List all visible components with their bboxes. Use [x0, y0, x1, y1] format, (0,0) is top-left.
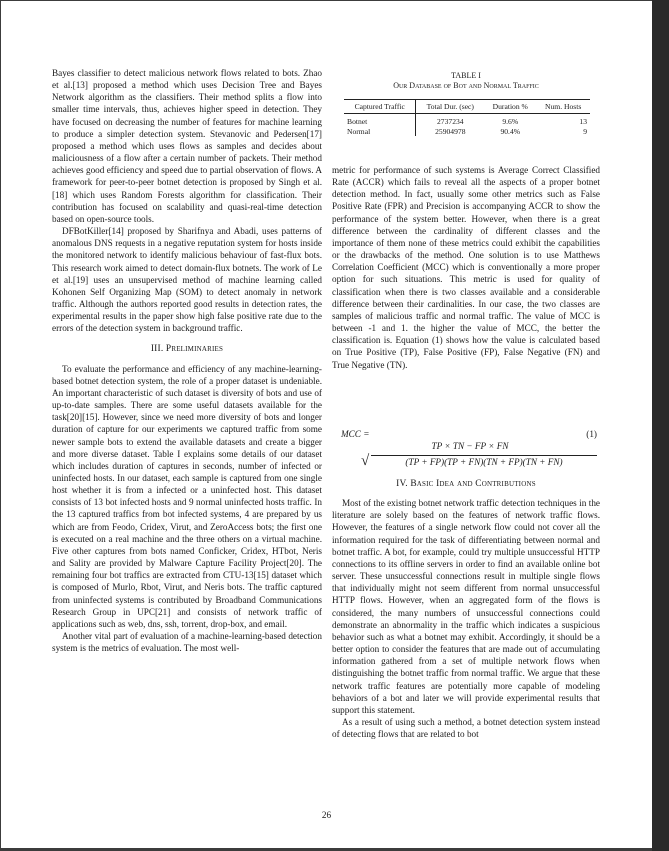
table-header-cell: Duration % — [484, 100, 536, 114]
table-cell: 9 — [583, 126, 587, 136]
basic-idea-paragraph: Most of the existing botnet network traffic detection techniques in the literature are solely based on the features of network traffic flows. However, the features of a single network flow could not cover all the information required for the task of differentiating between normal and botnet traffic. A bot, for example, could try multiple unsuccessful HTTP connections to its offline servers in order to find an available online bot server. These unsuccessful connections result in multiple single flows that individually might not seem different from normal unsuccessful HTTP flows. However, when an aggregated form of the flows is considered, the many numbers of unsuccessful connections could demonstrate an abnormality in the traffic which indicates a suspicious behavior such as what a botnet may exhibit. Accordingly, it should be a better option to consider the features that are made out of accumulating information gathered from a set of multiple network flows when distinguishing the botnet traffic from normal traffic. We argue that these network traffic features are potentially more capable of modeling behaviors of a bot and later we will provide experimental results that support this statement. — [332, 498, 600, 715]
table-cell: Normal — [344, 127, 416, 137]
page-number: 26 — [321, 810, 332, 820]
table-cell: 13 — [579, 117, 587, 126]
right-column-upper — [332, 164, 600, 371]
equation-lhs: MCC = — [341, 429, 370, 439]
table-header-cell: Total Dur. (sec) — [416, 100, 484, 114]
table-row — [344, 127, 590, 137]
table-header-row — [344, 100, 590, 114]
result-paragraph: As a result of using such a method, a botnet detection system instead of detecting flows that are related to bot — [332, 716, 600, 740]
table-number: TABLE I — [451, 71, 481, 80]
table-cell: 9.6% — [502, 117, 519, 126]
section-heading-preliminaries: III. Preliminaries — [150, 344, 224, 355]
sqrt-sign: √ — [361, 453, 370, 469]
table-cell: 2737234 — [437, 117, 464, 126]
paper-page — [1, 1, 652, 848]
table-cell: Botnet — [344, 114, 416, 127]
right-column-lower — [332, 478, 600, 740]
dataset-table — [344, 99, 590, 136]
mcc-equation — [339, 429, 601, 473]
equation-number: (1) — [586, 429, 597, 439]
table-title: Our Database of Bot and Normal Traffic — [393, 81, 539, 90]
metrics-intro-paragraph: Another vital part of evaluation of a machine-learning-based detection system is the metrics of evaluation. The most well- — [52, 631, 322, 654]
viewer-background — [652, 0, 669, 851]
table-row — [344, 114, 590, 127]
dataset-paragraph: To evaluate the performance and efficiency of any machine-learning-based botnet detection system, the role of a proper dataset is undeniable. An important characteristic of such dataset is diversity of bots and use of up-to-date samples. There are some useful datasets available for the task[20][15]. However, since we need more diversity of bots and longer duration of capture for our experiments we captured traffic from some newer sample bots to extend the available datasets and create a bigger and more diverse dataset. Table I explains some details of our dataset which includes duration of captures in seconds, number of infected or uninfected hosts. In our dataset, each sample is captured from one single host whether it is from a infected or a uninfected host. This dataset consists of 13 bot infected hosts and 9 normal uninfected hosts traffic. In the 13 captured traffics from bot infected systems, 4 are prepared by us which are from Feodo, Cridex, Virut, and ZeroAccess bots; the first one is executed on a real machine and the three others on a virtual machine. Five other captures from bots named Conficker, Cridex, HTbot, Neris and Sality are provided by Malware Capture Facility Project[20]. The remaining four bot traffics are extracted from CTU-13[15] dataset which is composed of Murlo, Rbot, Virut, and Neris bots. The traffic captured from uninfected systems is contributed by Broadband Communications Research Group in UPC[21] and consists of network traffic of applications such as web, dns, ssh, torrent, drop-box, and email. — [52, 363, 322, 629]
equation-denominator: (TP + FP)(TP + FN)(TN + FP)(TN + FN) — [371, 455, 597, 467]
related-work-paragraph: Bayes classifier to detect malicious network flows related to bots. Zhao et al.[13] proposed a method which uses Decision Tree and Bayes Network algorithm as the classifiers. Their method splits a flow into smaller time intervals, thus, achieves higher speed in detection. They have focused on decreasing the number of features for machine learning to produce a simpler detection system. Stevanovic and Pedersen[17] proposed a method which uses flows as samples and decides about maliciousness of a flow after a certain number of packets. Their method achieves good efficiency and speed due to partial observation of flows. A framework for peer-to-peer botnet detection is proposed by Singh et al.[18] which uses Random Forests algorithm for classification. Their contribution has focused on scalability and quasi-real-time detection based on open-source tools. — [52, 68, 322, 224]
section-heading-basic-idea: IV. Basic Idea and Contributions — [396, 479, 536, 489]
table-header-cell: Num. Hosts — [536, 100, 590, 114]
left-column — [52, 67, 322, 654]
mcc-paragraph: metric for performance of such systems is Average Correct Classified Rate (ACCR) which fails to reveal all the aspects of a proper botnet detection method. In fact, usually some other metrics such as False Positive Rate (FPR) and Precision is accompanying ACCR to show the performance of the system better. However, when there is a great difference between the cardinality of different classes and the importance of them none of these metrics could exhibit the capabilities or the drawbacks of the method. One solution is to use Matthews Correlation Coefficient (MCC) which is conventionally a more proper option for such situations. This metric is used for quality of classification when there is two classes available and a considerable difference between their cardinalities. In our case, the two classes are samples of malicious traffic and normal traffic. The value of MCC is between -1 and 1. the higher the value of MCC, the better the classification is. Equation (1) shows how the value is calculated based on True Positive (TP), False Positive (FP), False Negative (FN) and True Negative (TN). — [332, 165, 600, 370]
table-caption — [332, 71, 600, 91]
equation-numerator: TP × TN − FP × FN — [431, 441, 509, 451]
table-cell: 90.4% — [500, 126, 521, 136]
dfbotkiller-paragraph: DFBotKiller[14] proposed by Sharifnya and Abadi, uses patterns of anomalous DNS requests in a negative reputation system for hosts inside the monitored network to identify malicious behaviour of fast-flux bots. This research work aimed to detect domain-flux botnets. The work of Le et al.[19] uses an unsupervised method of machine learning called Kohonen Self Organizing Map (SOM) to detect anomaly in network traffic. Although the authors reported good results in detection rates, the experimental results in the paper show high false positive rate due to the errors of the detection system in background traffic. — [52, 226, 322, 334]
table-cell: 25904978 — [435, 126, 466, 136]
table-header-cell: Captured Traffic — [344, 100, 416, 114]
